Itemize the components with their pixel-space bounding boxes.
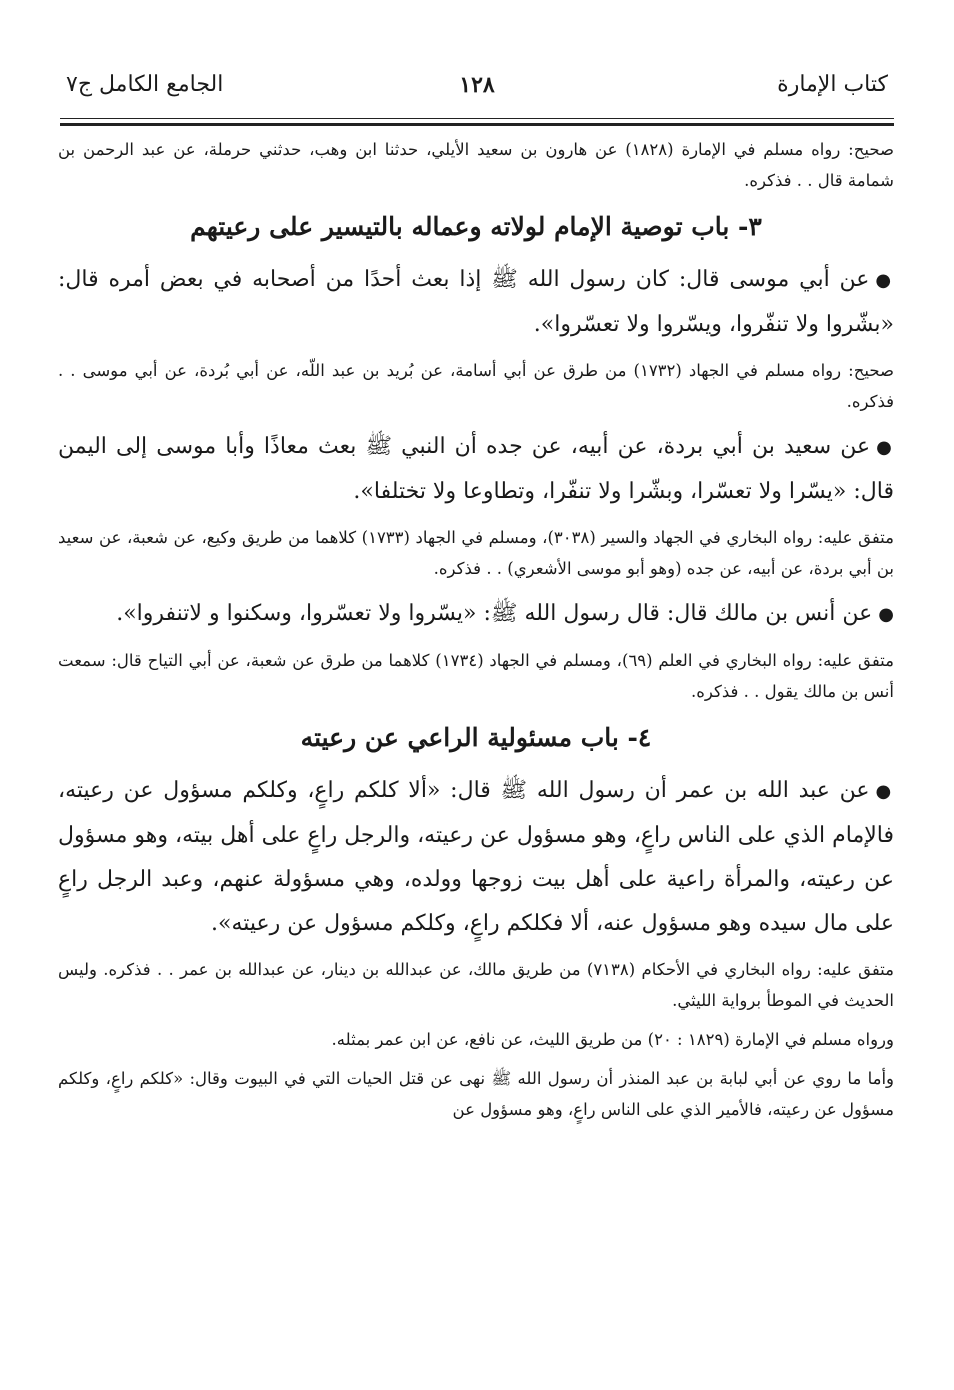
chapter-title: كتاب الإمارة bbox=[777, 72, 888, 97]
footnote-paragraph: صحيح: رواه مسلم في الإمارة (١٨٢٨) عن هارون بن سعيد الأيلي، حدثنا ابن وهب، حدثني حرملة، عن عبد الرحمن بن شمامة قال . . فذكره. bbox=[58, 140, 894, 190]
footnote-paragraph: متفق عليه: رواه البخاري في الجهاد والسير (٣٠٣٨)، ومسلم في الجهاد (١٧٣٣) كلاهما من طريق وكيع، عن شعبة، عن سعيد بن أبي بردة، عن أبيه، عن جده (وهو أبو موسى الأشعري) . . فذكره. bbox=[58, 528, 894, 578]
hadith-text: عن أبي موسى قال: كان رسول الله ﷺ إذا بعث أحدًا من أصحابه في بعض أمره قال: «بشّروا ولا تنفّروا، ويسّروا ولا تعسّروا». bbox=[58, 267, 894, 337]
header-rule-thick bbox=[60, 123, 894, 126]
hadith-paragraph bbox=[58, 258, 894, 347]
footnote-paragraph: متفق عليه: رواه البخاري في العلم (٦٩)، ومسلم في الجهاد (١٧٣٤) كلاهما من طرق عن شعبة، عن أبي التياح قال: سمعت أنس بن مالك يقول . . فذكره. bbox=[58, 651, 894, 701]
bullet-icon: ● bbox=[875, 781, 894, 802]
footnote-paragraph: صحيح: رواه مسلم في الجهاد (١٧٣٢) من طرق عن أبي أسامة، عن بُريد بن عبد اللّه، عن أبي بُردة، عن أبي موسى . . فذكره. bbox=[58, 361, 895, 411]
footnote-paragraph: وأما ما روي عن أبي لبابة بن عبد المنذر أن رسول الله ﷺ نهى عن قتل الحيات التي في البيوت وقال: «كلكم راعٍ، وكلكم مسؤول عن رعيته، فالأمير الذي على الناس راعٍ، وهو مسؤول عن bbox=[58, 1069, 894, 1119]
bullet-icon: ● bbox=[878, 604, 894, 625]
footnote-paragraph: متفق عليه: رواه البخاري في الأحكام (٧١٣٨) من طريق مالك، عن عبدالله بن دينار، عن عبدالله بن عمر . . فذكره. وليس الحديث في الموطأ برواية الليثي. bbox=[58, 960, 895, 1010]
hadith-paragraph bbox=[58, 425, 894, 514]
header-rule-thin bbox=[60, 118, 894, 119]
footnote-paragraph: ورواه مسلم في الإمارة (١٨٢٩ : ٢٠) من طريق الليث، عن نافع، عن ابن عمر بمثله. bbox=[331, 1030, 894, 1049]
book-title: الجامع الكامل ج٧ bbox=[66, 72, 224, 97]
page-number: ١٢٨ bbox=[459, 72, 495, 98]
hadith-paragraph bbox=[58, 592, 894, 637]
hadith-text: عن عبد الله بن عمر أن رسول الله ﷺ قال: «ألا كلكم راعٍ، وكلكم مسؤول عن رعيته، فالإمام الذي على الناس راعٍ، وهو مسؤول عن رعيته، والرجل راعٍ على أهل بيته، وهو مسؤول عن رعيته، والمرأة راعية على أهل بيت زوجها وولده، وهي مسؤولة عنهم، وعبد الرجل راعٍ على مال سيده وهو مسؤول عنه، ألا فكلكم راعٍ، وكلكم مسؤول عن رعيته». bbox=[58, 778, 894, 936]
section-heading: ٣- باب توصية الإمام لولاته وعماله بالتيسير على رعيتهم bbox=[190, 212, 762, 241]
bullet-icon: ● bbox=[876, 437, 894, 458]
hadith-text: عن سعيد بن أبي بردة، عن أبيه، عن جده أن النبي ﷺ بعث معاذًا وأبا موسى إلى اليمن قال: «يسّرا ولا تعسّرا، وبشّرا ولا تنفّرا، وتطاوعا ولا تختلفا». bbox=[58, 434, 894, 504]
section-heading: ٤- باب مسئولية الراعي عن رعيته bbox=[300, 723, 652, 752]
page-header bbox=[60, 64, 894, 112]
bullet-icon: ● bbox=[875, 270, 894, 291]
hadith-paragraph bbox=[58, 769, 894, 946]
page-body bbox=[58, 134, 894, 1133]
hadith-text: عن أنس بن مالك قال: قال رسول الله ﷺ: «يسّروا ولا تعسّروا، وسكنوا و لاتنفروا». bbox=[116, 601, 873, 626]
